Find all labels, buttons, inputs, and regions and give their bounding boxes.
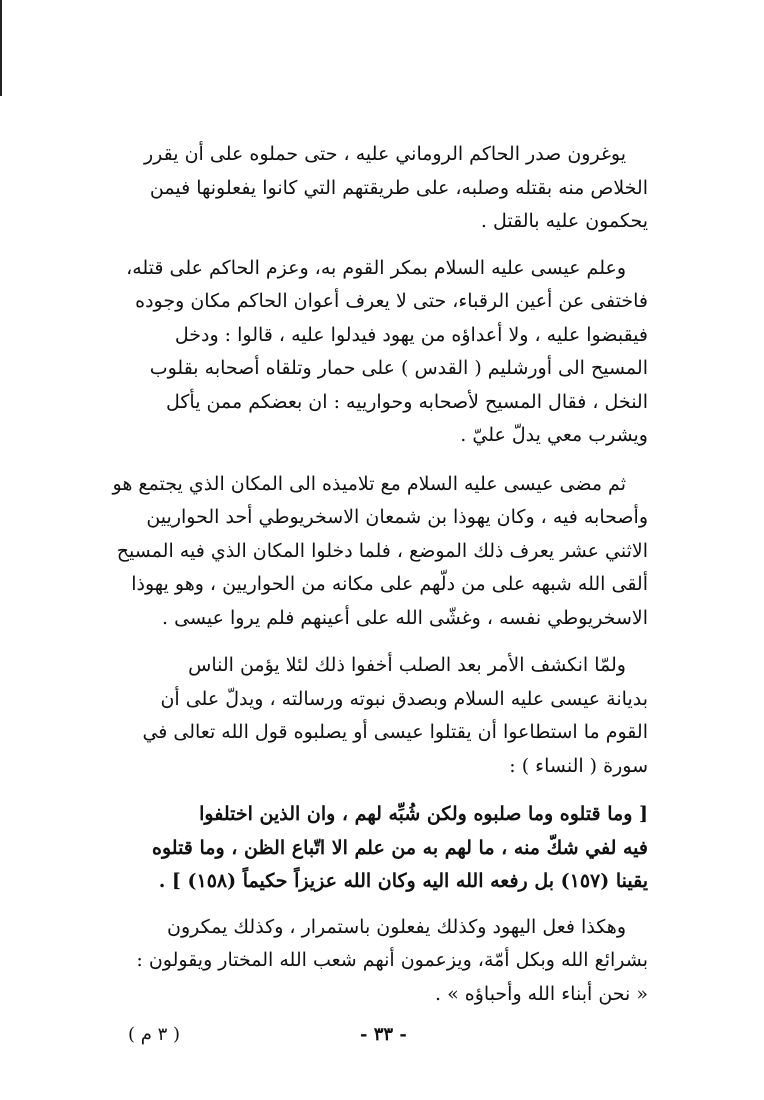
text-line: الخلاص منه بقتله وصلبه، على طريقتهم التي كانوا يفعلونها فيمن: [149, 176, 648, 199]
text-line: وأصحابه فيه ، وكان يهوذا بن شمعان الاسخريوطي أحد الحواريين: [146, 506, 648, 528]
text-line: بديانة عيسى عليه السلام وبصدق نبوته ورسالته ، ويدلّ على أن: [160, 687, 648, 710]
paragraph-6: [108, 911, 648, 1012]
text-line: ولمّا انكشف الأمر بعد الصلب أخفوا ذلك لئلا يؤمن الناس: [188, 654, 626, 676]
page-footer: [0, 1018, 764, 1058]
text-line: يوغرون صدر الحاكم الروماني عليه ، حتى حملوه على أن يقرر: [144, 143, 626, 165]
text-line: [ وما قتلوه وما صلبوه ولكن شُبِّه لهم ، وان الذين اختلفوا: [199, 803, 648, 825]
text-line: فيقبضوا عليه ، ولا أعداؤه من يهود فيدلوا عليه ، قالوا : ودخل: [174, 323, 648, 346]
text-line: سورة ( النساء ) :: [509, 754, 648, 777]
text-line: الاسخريوطي نفسه ، وغشّى الله على أعينهم فلم يروا عيسى .: [162, 606, 648, 629]
text-line: بشرائع الله وبكل أمّة، ويزعمون أنهم شعب الله المختار ويقولون :: [136, 949, 648, 971]
text-line: المسيح الى أورشليم ( القدس ) على حمار وتلقاه أصحابه بقلوب: [149, 357, 648, 379]
text-line: فاختفى عن أعين الرقباء، حتى لا يعرف أعوان الحاكم مكان وجوده: [135, 290, 648, 312]
text-line: ويشرب معي يدلّ عليّ .: [460, 424, 648, 446]
page-body: [108, 138, 648, 1011]
text-line: يقينا (١٥٧) بل رفعه الله اليه وكان الله عزيزاً حكيماً (١٥٨) ] .: [158, 870, 648, 892]
text-line: النخل ، فقال المسيح لأصحابه وحوارييه : ان بعضكم ممن يأكل: [165, 390, 648, 413]
text-line: يحكمون عليه بالقتل .: [480, 210, 648, 232]
page-edge-line: [0, 0, 2, 96]
signature-mark: ( ٣ م ): [128, 1024, 181, 1045]
paragraph-1: [108, 138, 648, 239]
text-line: ألقى الله شبهه على من دلّهم على مكانه من الحواريين ، وهو يهوذا: [131, 573, 648, 595]
text-line: وهكذا فعل اليهود وكذلك يفعلون باستمرار ، وكذلك يمكرون: [166, 915, 626, 938]
paragraph-4: [108, 649, 648, 783]
paragraph-2: [108, 252, 648, 453]
text-line: القوم ما استطاعوا أن يقتلوا عيسى أو يصلبوه قول الله تعالى في: [142, 721, 648, 743]
text-line: « نحن أبناء الله وأحباؤه » .: [435, 982, 648, 1005]
text-line: وعلم عيسى عليه السلام بمكر القوم به، وعزم الحاكم على قتله،: [126, 256, 626, 279]
page-number: - ٣٣ -: [360, 1024, 407, 1045]
quran-quote: [108, 798, 648, 899]
text-line: الاثني عشر يعرف ذلك الموضع ، فلما دخلوا المكان الذي فيه المسيح: [116, 539, 648, 562]
text-line: ثم مضى عيسى عليه السلام مع تلاميذه الى المكان الذي يجتمع هو: [112, 472, 626, 495]
paragraph-3: [108, 468, 648, 636]
text-line: فيه لفي شكّ منه ، ما لهم به من علم الا اتّباع الظن ، وما قتلوه: [152, 836, 648, 859]
